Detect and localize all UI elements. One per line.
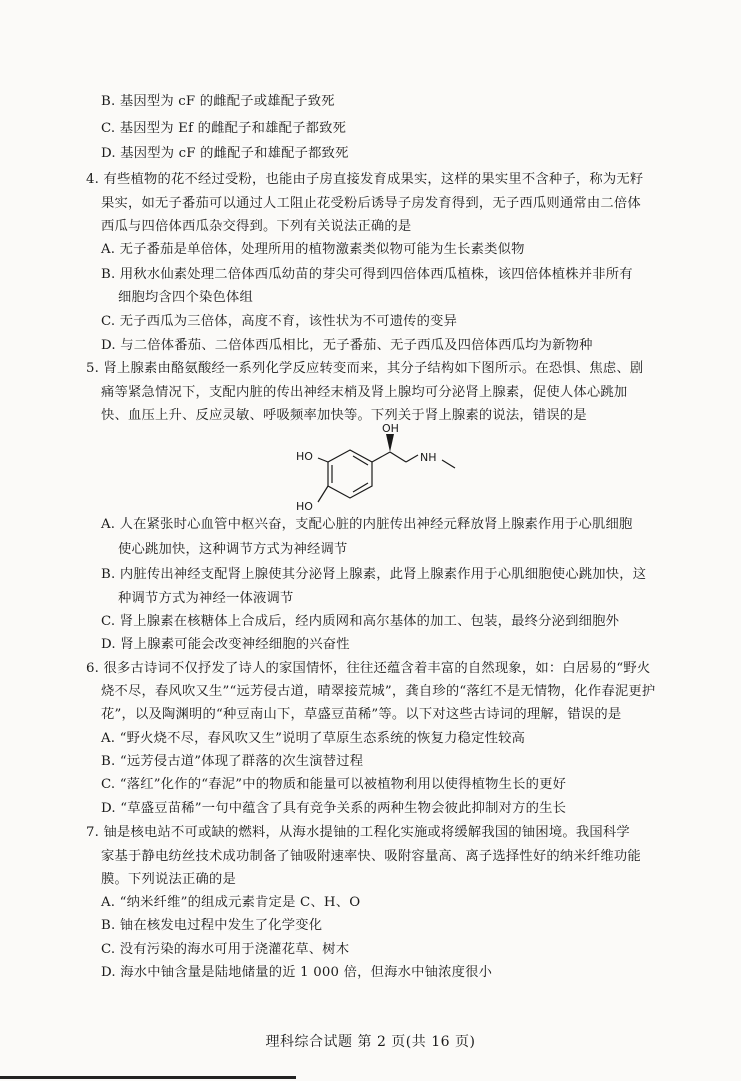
q5-option-a-cont: 使心跳加快，这种调节方式为神经调节 — [118, 542, 348, 557]
q6-stem: 6. 很多古诗词不仅抒发了诗人的家国情怀，往往还蕴含着丰富的自然现象，如：白居易的“野火 — [86, 661, 651, 676]
q5-stem-line3: 快、血压上升、反应灵敏、呼吸频率加快等。下列关于肾上腺素的说法，错误的是 — [101, 408, 587, 423]
q4-stem: 4. 有些植物的花不经过受粉，也能由子房直接发育成果实，这样的果实里不含种子，称为无籽 — [86, 172, 644, 187]
q4-option-b-cont: 细胞均含四个染色体组 — [118, 290, 253, 305]
q7-option-c: C. 没有污染的海水可用于浇灌花草、树木 — [101, 942, 350, 957]
q3-option-c: C. 基因型为 Ef 的雌配子和雄配子都致死 — [101, 121, 347, 136]
q4-option-a: A. 无子番茄是单倍体，处理所用的植物激素类似物可能为生长素类似物 — [101, 242, 525, 257]
q6-option-d: D. “草盛豆苗稀”一句中蕴含了具有竞争关系的两种生物会彼此抑制对方的生长 — [101, 801, 567, 816]
q3-option-b: B. 基因型为 cF 的雌配子或雄配子致死 — [101, 94, 335, 109]
q6-stem-line2: 烧不尽，春风吹又生”“远芳侵古道，晴翠接荒城”，龚自珍的“落红不是无情物，化作春泥更护 — [101, 684, 656, 699]
q6-option-b: B. “远芳侵古道”体现了群落的次生演替过程 — [101, 754, 364, 769]
q5-stem-line2: 痛等紧急情况下，支配内脏的传出神经末梢及肾上腺均可分泌肾上腺素，促使人体心跳加 — [101, 385, 628, 400]
q5-option-c: C. 肾上腺素在核糖体上合成后，经内质网和高尔基体的加工、包装，最终分泌到细胞外 — [101, 614, 620, 629]
q4-option-d: D. 与二倍体番茄、二倍体西瓜相比，无子番茄、无子西瓜及四倍体西瓜均为新物种 — [101, 338, 593, 353]
ho-upper-label: HO — [296, 450, 313, 463]
q7-stem-line3: 膜。下列说法正确的是 — [101, 872, 236, 887]
q5-option-a: A. 人在紧张时心血管中枢兴奋，支配心脏的内脏传出神经元释放肾上腺素作用于心肌细胞 — [101, 517, 633, 532]
q5-option-b-cont: 种调节方式为神经一体液调节 — [118, 591, 294, 606]
q3-option-d: D. 基因型为 cF 的雌配子和雄配子都致死 — [101, 146, 349, 161]
q6-option-c: C. “落红”化作的“春泥”中的物质和能量可以被植物利用以使得植物生长的更好 — [101, 777, 567, 792]
oh-label: OH — [382, 422, 399, 435]
bottom-edge-rule — [0, 1076, 296, 1079]
q5-option-d: D. 肾上腺素可能会改变神经细胞的兴奋性 — [101, 637, 350, 652]
q4-stem-line3: 西瓜与四倍体西瓜杂交得到。下列有关说法正确的是 — [101, 219, 412, 234]
q7-option-a: A. “纳米纤维”的组成元素肯定是 C、H、O — [101, 895, 361, 910]
page-footer: 理科综合试题 第 2 页(共 16 页) — [265, 1034, 476, 1050]
q5-stem: 5. 肾上腺素由酪氨酸经一系列化学反应转变而来，其分子结构如下图所示。在恐惧、焦虑、剧 — [86, 361, 644, 376]
q6-option-a: A. “野火烧不尽，春风吹又生”说明了草原生态系统的恢复力稳定性较高 — [101, 731, 526, 746]
q7-option-d: D. 海水中铀含量是陆地储量的近 1 000 倍，但海水中铀浓度很小 — [101, 965, 493, 980]
q7-stem: 7. 铀是核电站不可或缺的燃料，从海水提铀的工程化实施或将缓解我国的铀困境。我国科学 — [86, 825, 630, 840]
q4-option-b: B. 用秋水仙素处理二倍体西瓜幼苗的芽尖可得到四倍体西瓜植株，该四倍体植株并非所有 — [101, 267, 633, 282]
q4-stem-line2: 果实，如无子番茄可以通过人工阻止花受粉后诱导子房发育得到，无子西瓜则通常由二倍体 — [101, 196, 641, 211]
nh-label: NH — [420, 451, 437, 464]
ho-lower-label: HO — [296, 500, 313, 513]
q4-option-c: C. 无子西瓜为三倍体，高度不育，该性状为不可遗传的变异 — [101, 314, 458, 329]
q7-option-b: B. 铀在核发电过程中发生了化学变化 — [101, 918, 323, 933]
q6-stem-line3: 花”，以及陶渊明的“种豆南山下，草盛豆苗稀”等。以下对这些古诗词的理解，错误的是 — [101, 707, 622, 722]
q5-option-b: B. 内脏传出神经支配肾上腺使其分泌肾上腺素，此肾上腺素作用于心肌细胞使心跳加快，这 — [101, 567, 647, 582]
epinephrine-structure — [290, 422, 490, 522]
q7-stem-line2: 家基于静电纺丝技术成功制备了铀吸附速率快、吸附容量高、离子选择性好的纳米纤维功能 — [101, 849, 641, 864]
